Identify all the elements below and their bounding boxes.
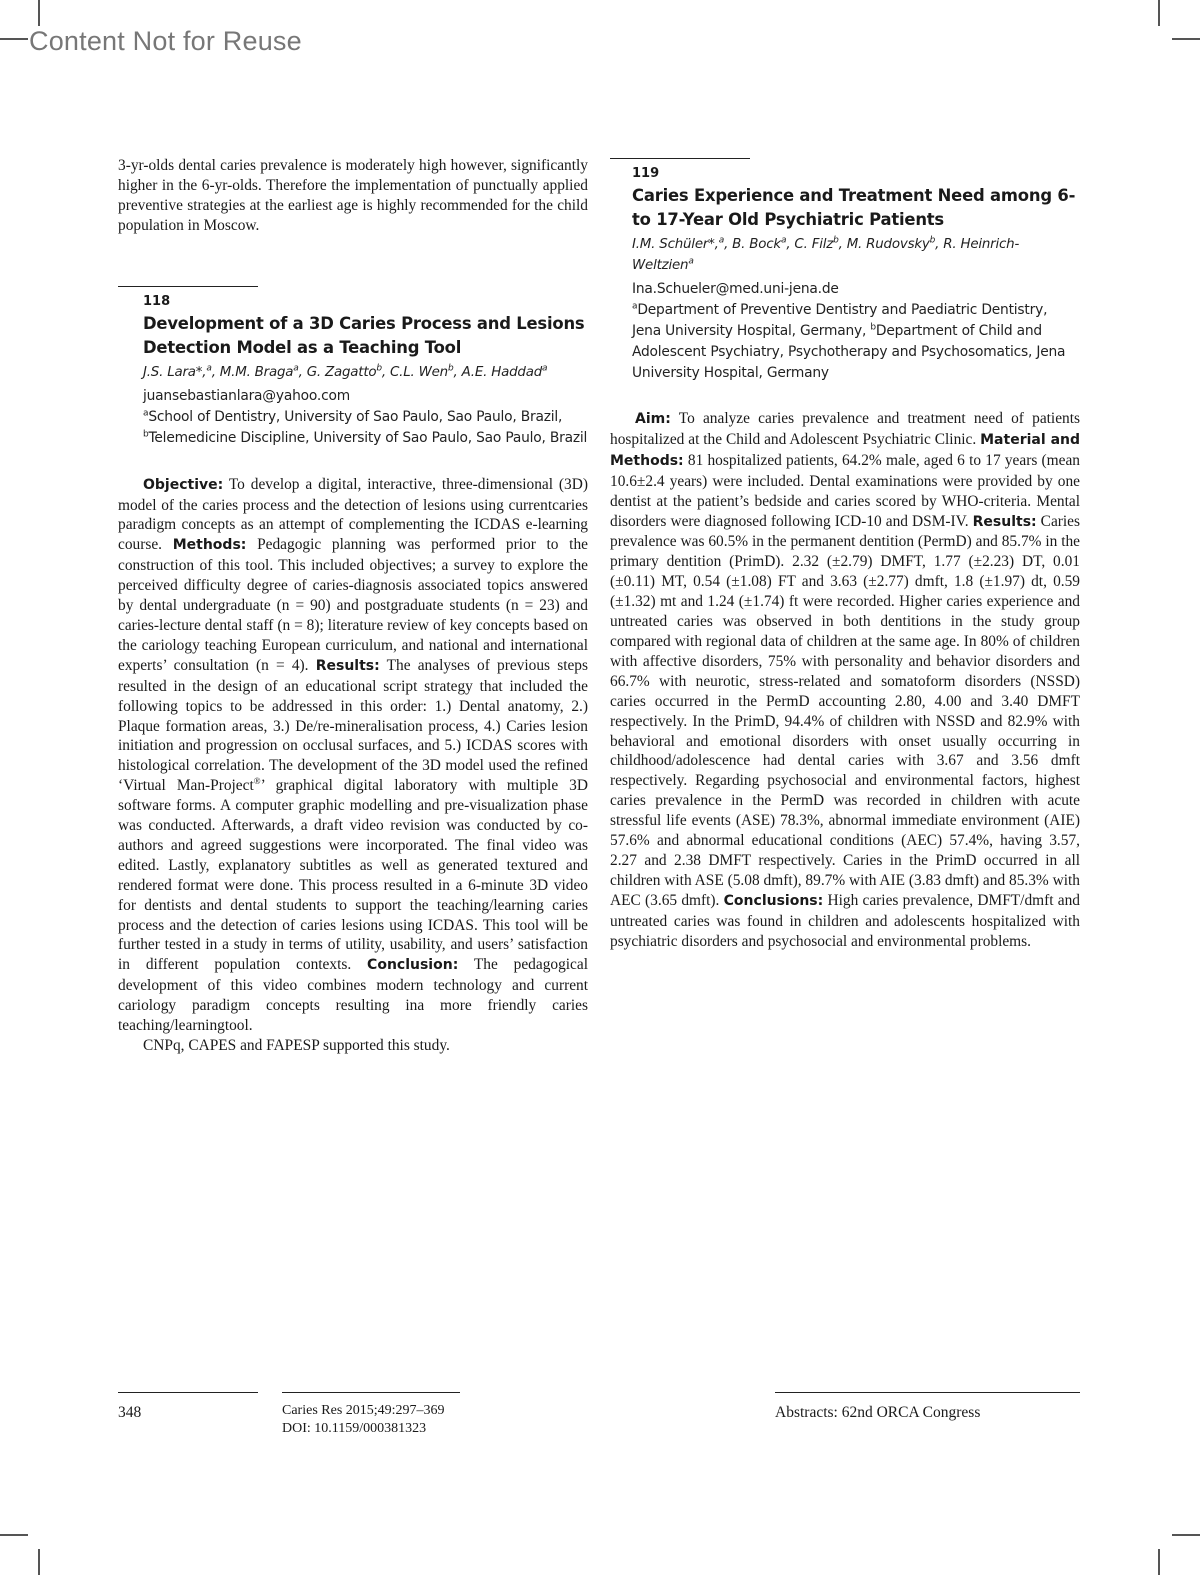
abstract-header [118, 294, 588, 449]
results-label: Results: [972, 513, 1037, 530]
crop-mark [38, 0, 40, 26]
crop-mark [1158, 0, 1160, 26]
right-column [610, 156, 1080, 951]
author-list: J.S. Lara*,$^a$, M.M. Braga$^a$, G. Zagatto$^b$, C.L. Wen$^b$, A.E. Haddad$^a$ [143, 363, 548, 380]
footer-rule-right [775, 1392, 1080, 1393]
aim-label: Aim: [635, 411, 671, 427]
abstract-title: Development of a 3D Caries Process and Lesions Detection Model as a Teaching Tool [143, 313, 585, 357]
material-methods-label: Material and Methods: [610, 431, 1080, 469]
conclusion-label: Conclusion: [367, 957, 459, 974]
author-list: I.M. Schüler*,$^a$, B. Bock$^a$, C. Filz$^b$, M. Rudovsky$^b$, R. Heinrich-Weltzien$^a$ [632, 235, 1020, 273]
left-column [118, 156, 588, 1056]
abstract-number: 119 [632, 166, 660, 181]
objective-label: Objective: [143, 476, 224, 493]
crop-mark [0, 1534, 28, 1536]
crop-mark [1172, 1534, 1200, 1536]
doi: DOI: 10.1159/000381323 [282, 1421, 427, 1436]
methods-label: Methods: [172, 537, 247, 554]
affiliations: $^a$School of Dentistry, University of Sao Paulo, Sao Paulo, Brazil, $^b$Telemedicine Discipline, University of Sao Paulo, Sao Paulo, Brazil [143, 408, 588, 446]
crop-mark [1172, 38, 1200, 40]
abstract-body: Aim: To analyze caries prevalence and treatment need of patients hospitalized at the Child and Adolescent Psychiatric Clinic. Material and Methods: 81 hospitalized patients, 64.2% male, aged 6 to 17 years (mean 10.6±2.4 years) were included. Dental examinations were provided by one dentist at the patient’s bedside and caries scored by WHO-criteria. Mental disorders were diagnosed following ICD-10 and DSM-IV. Results: Caries prevalence was 60.5% in the permanent dentition (PermD) and 85.7% in the primary dentition (PrimD). 2.32 (±2.79) DMFT, 1.77 (±2.23) DT, 0.01 (±0.11) MT, 0.54 (±1.08) FT and 3.63 (±2.77) dmft, 1.8 (±1.97) dt, 0.59 (±1.32) mt and 1.24 (±1.74) ft were recorded. Higher caries experience and untreated caries was observed in both dentitions in the study group compared with regional data of children at the same age. In 80% of children with affective disorders, 75% with personality and behavior disorders and 66.7% with neurotic, stress-related and somatoform disorders (NSSD) caries occurred in the PermD accounting 2.80, 4.00 and 3.40 DMFT respectively. In the PrimD, 94.4% of children with NSSD and 82.9% with behavioral and emotional disorders with onset usually occurring in childhood/adolescence had dental caries with 3.67 and 3.56 dmft respectively. Regarding psychosocial and environmental factors, highest caries prevalence in the PermD was recorded in children with acute stressful life events (ASE) 78.3%, abnormal immediate environment (AIE) 57.6% and abnormal educational conditions (AEC) 57.4%, having 3.57, 2.27 and 2.38 DMFT respectively. Caries in the PrimD occurred in all children with ASE (5.08 dmft), 89.7% with AIE (3.83 dmft) and 85.3% with AEC (3.65 dmft). Conclusions: High caries prevalence, DMFT/dmft and untreated caries was found in children and adolescents hospitalized with psychiatric disorders and psychosocial and environmental problems. [610, 410, 1080, 950]
abstract-body: Objective: To develop a digital, interactive, three-dimensional (3D) model of the caries process and the detection of lesions using currentcaries paradigm concepts as an attempt of complementing the ICDAS e-learning course. Methods: Pedagogic planning was performed prior to the construction of this tool. This included objectives; a survey to explore the perceived difficulty degree of caries-diagnosis associated topics answered by dental undergraduate (n = 90) and postgraduate students (n = 23) and caries-lecture dental staff (n = 8); literature review of key concepts based on the cariology teaching European curriculum, and national and international experts’ consultation (n = 4). Results: The analyses of previous steps resulted in the design of an educational script strategy that included the following topics to be addressed in this order: 1.) Dental anatomy, 2.) Plaque formation areas, 3.) De/re-mineralisation process, 4.) Caries lesion initiation and progression on occlusal surfaces, and 5.) ICDAS scores with histological correlation. The development of the 3D model used the refined ‘Virtual Man-Project®’ graphical digital laboratory with multiple 3D software forms. A computer graphic modelling and pre-visualization phase was conducted. Afterwards, a draft video revision was conducted by co-authors and agreed suggestions were incorporated. The final video was edited. Lastly, explanatory subtitles as well as generated textured and rendered format were done. This process resulted in a 6-minute 3D video for dentists and dental students to support the teaching/learning caries process and the detection of caries lesions using ICDAS. This tool will be further tested in a study in terms of utility, usability, and users’ satisfaction in different population contexts. Conclusion: The pedagogical development of this video combines modern technology and current cariology paradigm concepts resulting ina more friendly caries teaching/learningtool. [118, 475, 588, 1035]
abstract-header [610, 166, 1080, 384]
journal-citation: Caries Res 2015;49:297–369 [282, 1403, 445, 1418]
crop-mark [38, 1549, 40, 1575]
footer-rule-center [282, 1392, 460, 1393]
author-email: Ina.Schueler@med.uni-jena.de [632, 281, 839, 297]
abstract-number: 118 [143, 293, 171, 309]
watermark: Content Not for Reuse [29, 26, 302, 56]
section-title: Abstracts: 62nd ORCA Congress [775, 1404, 981, 1421]
footer-rule-left [118, 1392, 258, 1393]
crop-mark [0, 38, 28, 40]
funding-note: CNPq, CAPES and FAPESP supported this study. [143, 1037, 450, 1054]
abstract-separator [610, 158, 750, 159]
crop-mark [1158, 1549, 1160, 1575]
carryover-paragraph: 3-yr-olds dental caries prevalence is moderately high however, significantly higher in the 6-yr-olds. Therefore the implementation of punctually applied preventive strategies at the earliest age is highly recommended for the child population in Moscow. [118, 157, 588, 234]
conclusions-label: Conclusions: [723, 892, 824, 909]
abstract-separator [118, 286, 258, 287]
author-email: juansebastianlara@yahoo.com [143, 387, 350, 404]
results-label: Results: [315, 657, 380, 674]
page-number: 348 [118, 1404, 142, 1421]
affiliations: $^a$Department of Preventive Dentistry and Paediatric Dentistry, Jena University Hospital, Germany, $^b$Department of Child and Adolescent Psychiatry, Psychotherapy and Psychosomatics, Jena University Hospital, Germany [632, 301, 1066, 381]
abstract-title: Caries Experience and Treatment Need among 6- to 17-Year Old Psychiatric Patients [632, 186, 1076, 229]
